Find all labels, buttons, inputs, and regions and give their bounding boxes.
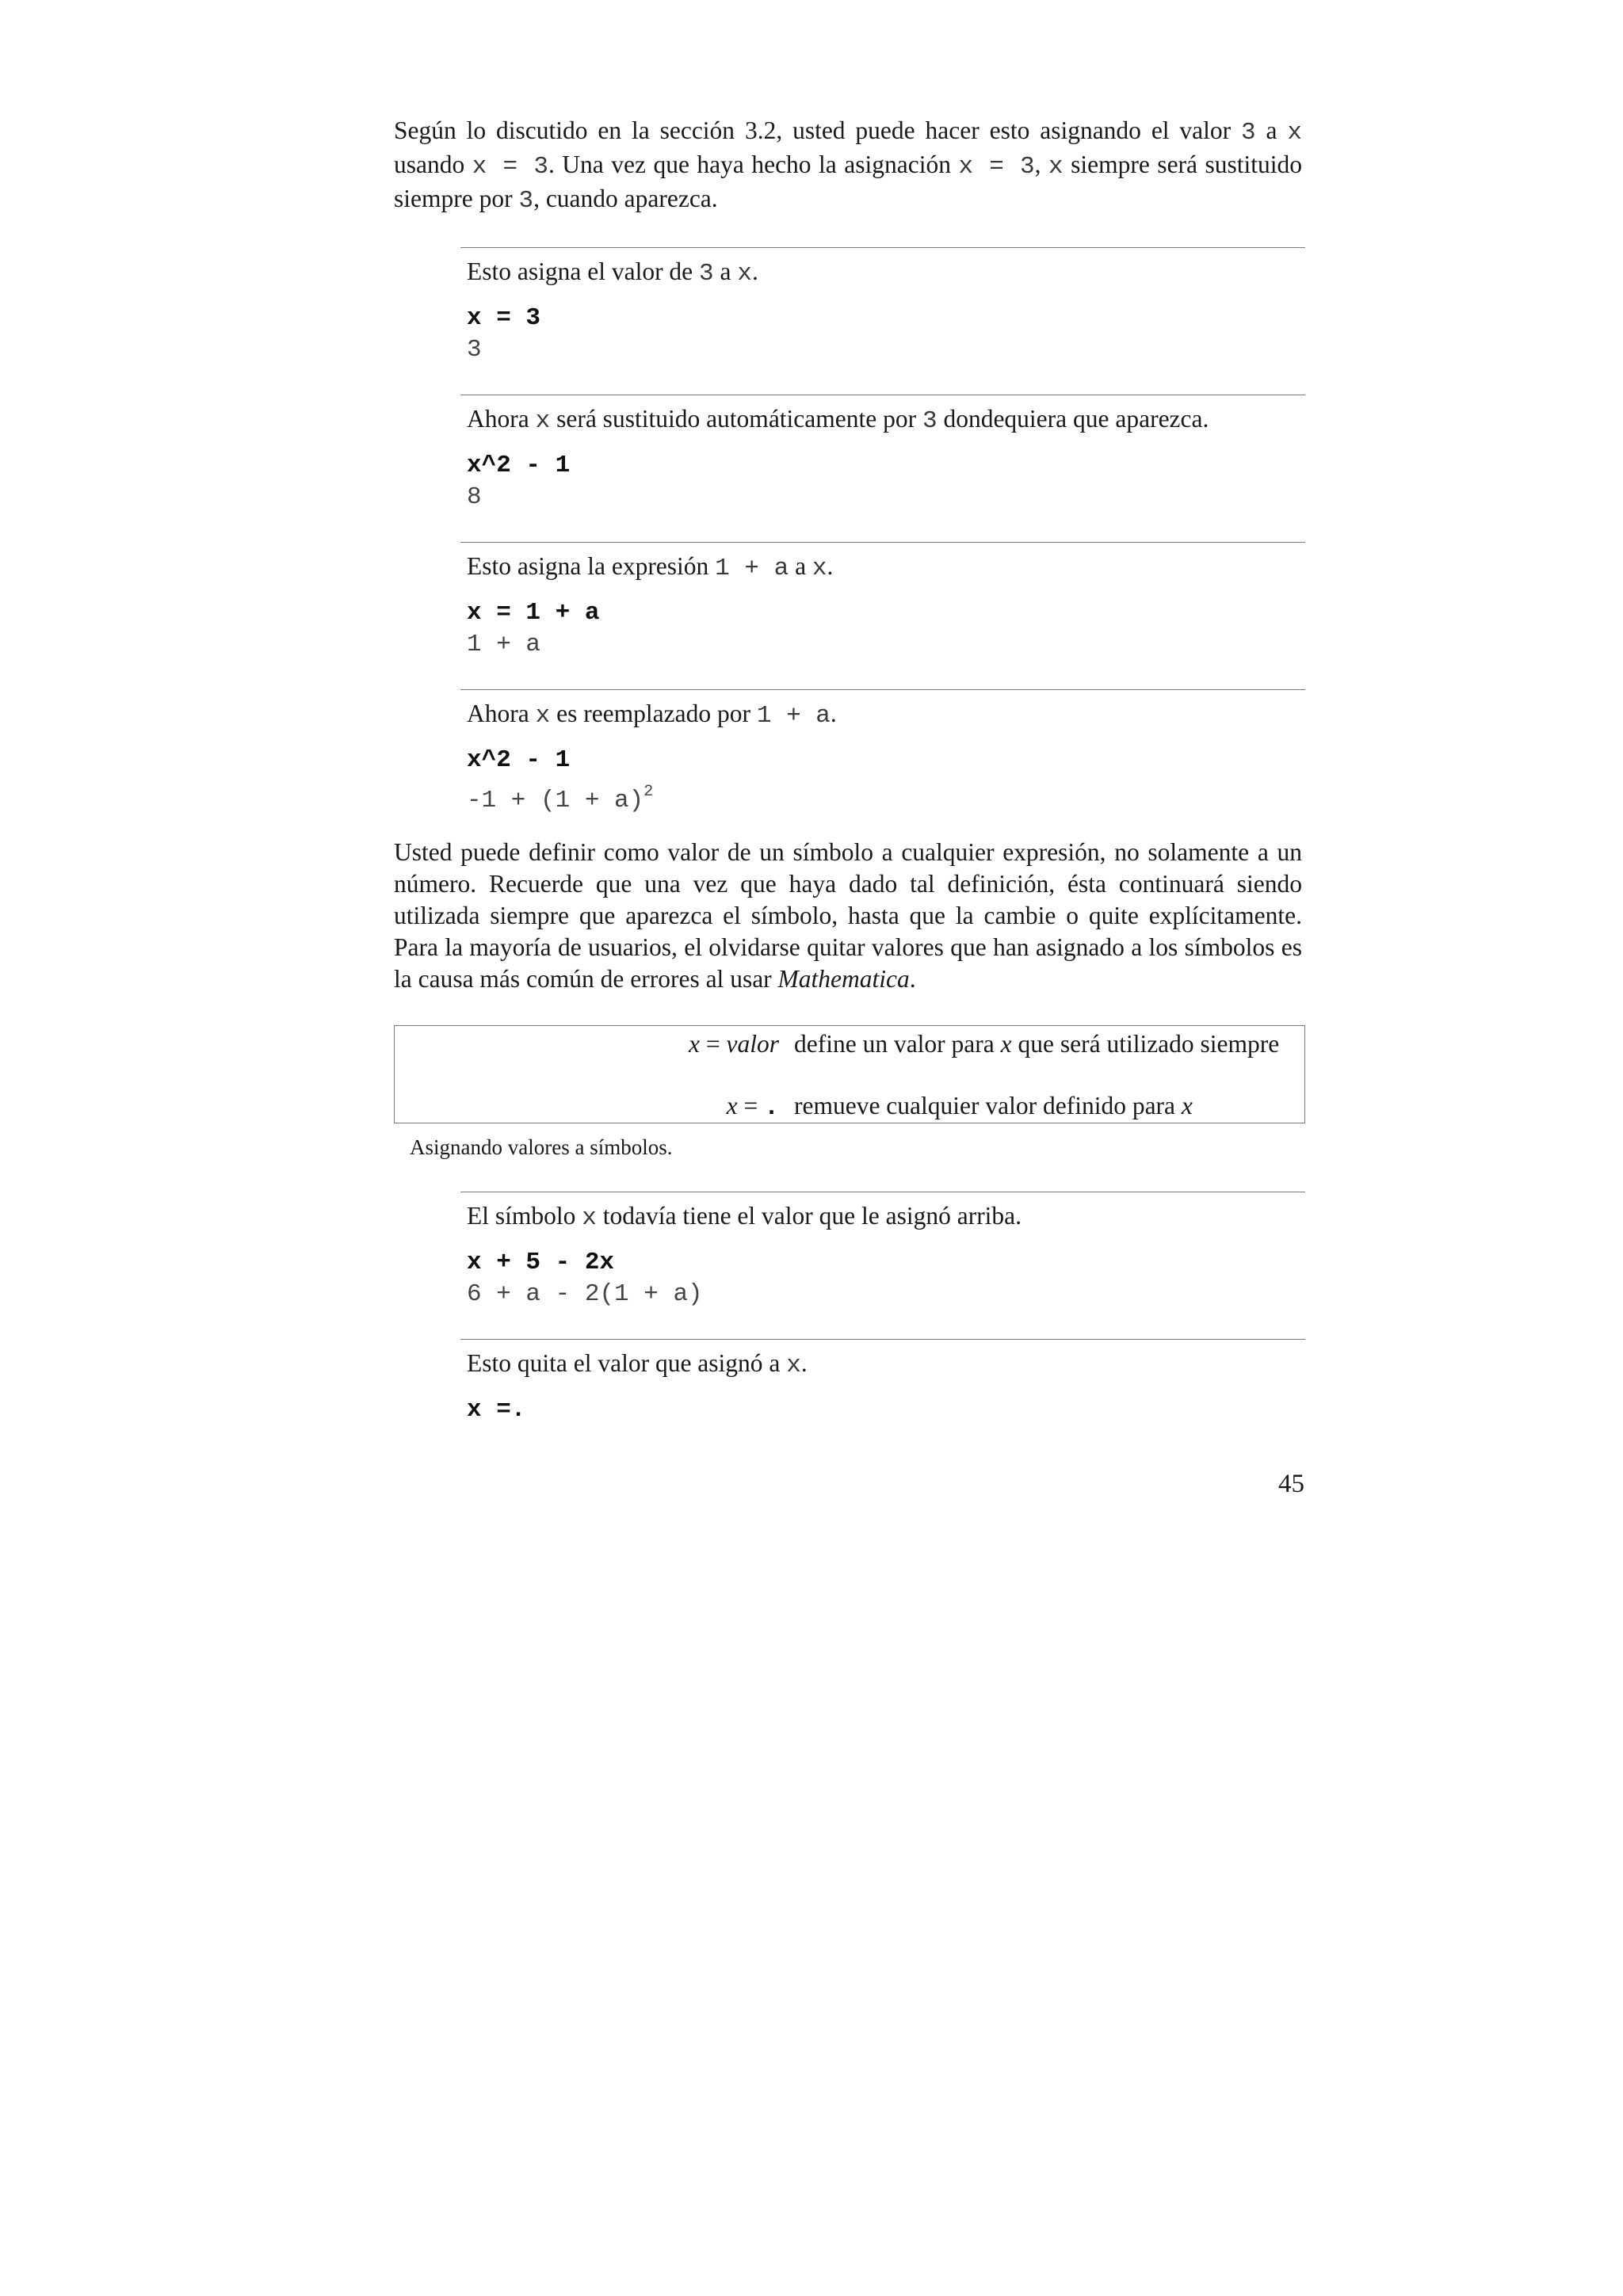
- inline-code: .: [764, 1094, 779, 1122]
- text-run: .: [752, 257, 758, 285]
- inline-code: 1 + a: [756, 702, 831, 730]
- inline-code: x: [812, 555, 827, 582]
- text-run: dondequiera que aparezca.: [937, 405, 1209, 433]
- text-run: .: [909, 965, 916, 993]
- cell-caption: [467, 1348, 1305, 1382]
- notebook-cell: [460, 1192, 1305, 1310]
- italic-term: Mathematica: [777, 965, 910, 993]
- input-cell[interactable]: x + 5 - 2x: [467, 1249, 615, 1276]
- text-run: .: [830, 700, 837, 727]
- inline-code: x: [1048, 153, 1064, 181]
- math-var: x: [689, 1030, 700, 1058]
- inline-code: 1 + a: [715, 555, 789, 582]
- inline-code: x = 3: [472, 153, 548, 181]
- output-base: -1 + (1 + a): [467, 787, 644, 814]
- text-run: Ahora: [467, 700, 536, 727]
- text-run: Esto asigna el valor de: [467, 257, 700, 285]
- text-run: =: [699, 1030, 727, 1058]
- cell-caption: [467, 698, 1305, 732]
- text-run: =: [737, 1092, 765, 1119]
- text-run: .: [827, 552, 834, 580]
- text-run: Ahora: [467, 405, 536, 433]
- table-row-2-rhs: [794, 1091, 1285, 1121]
- text-run: , cuando aparezca.: [533, 185, 718, 212]
- notebook-cell: [460, 542, 1305, 661]
- output-cell: 6 + a - 2(1 + a): [467, 1280, 703, 1308]
- input-cell[interactable]: x =.: [467, 1396, 526, 1424]
- text-run: . Una vez que haya hecho la asignación: [548, 151, 959, 178]
- text-run: todavía tiene el valor que le asignó arriba.: [596, 1202, 1022, 1230]
- table-row-2-lhs: [727, 1091, 779, 1123]
- input-cell[interactable]: x^2 - 1: [467, 746, 571, 774]
- cell-caption: [467, 551, 1305, 585]
- text-run: Esto asigna la expresión: [467, 552, 716, 580]
- body-paragraph: [394, 837, 1302, 995]
- text-run: será sustituido automáticamente por: [550, 405, 922, 433]
- text-run: usando: [394, 151, 472, 178]
- inline-code: 3: [518, 187, 534, 215]
- notebook-cell: [460, 247, 1305, 366]
- page-number: 45: [1278, 1470, 1304, 1498]
- inline-code: 3: [1241, 119, 1256, 147]
- inline-code: 3: [699, 260, 714, 288]
- cell-caption: [467, 403, 1305, 437]
- math-var: valor: [726, 1030, 779, 1058]
- text-run: El símbolo: [467, 1202, 582, 1230]
- text-run: a: [789, 552, 812, 580]
- output-cell: 3: [467, 336, 482, 364]
- table-caption: Asignando valores a símbolos.: [410, 1135, 673, 1159]
- text-run: a: [1255, 116, 1288, 144]
- inline-code: x: [535, 407, 551, 435]
- text-run: Usted puede definir como valor de un símbolo a cualquier expresión, no solamente a un número. Recuerde que una vez que haya dado tal definición, ésta continuará siendo utilizada siempre que aparezca el símbolo, hasta que la cambie o quite explícitamente. Para la mayoría de usuarios, el olvidarse quitar valores que han asignado a los símbolos es la causa más común de errores al usar: [394, 838, 1302, 993]
- math-var: x: [1181, 1092, 1193, 1119]
- inline-code: x: [582, 1204, 597, 1232]
- input-cell[interactable]: x = 1 + a: [467, 599, 600, 627]
- text-run: .: [800, 1349, 808, 1377]
- input-cell[interactable]: x^2 - 1: [467, 452, 571, 479]
- math-var: x: [726, 1092, 738, 1119]
- inline-code: x = 3: [958, 153, 1035, 181]
- output-cell: 1 + a: [467, 631, 541, 658]
- inline-code: x: [1287, 119, 1302, 147]
- math-var: x: [1000, 1030, 1012, 1058]
- definition-table: [394, 1025, 1305, 1123]
- notebook-cell: [460, 395, 1305, 513]
- text-run: a: [713, 257, 738, 285]
- text-run: es reemplazado por: [550, 700, 757, 727]
- output-cell: 8: [467, 483, 482, 511]
- text-run: siempre será sustituido siempre por: [394, 151, 1303, 212]
- inline-code: x: [737, 260, 752, 288]
- text-run: Según lo discutido en la sección 3.2, usted puede hacer esto asignando el valor: [394, 116, 1242, 144]
- intro-paragraph: [394, 115, 1302, 217]
- inline-code: x: [786, 1352, 801, 1379]
- output-cell: [467, 776, 1305, 817]
- text-run: remueve cualquier valor definido para: [794, 1092, 1182, 1119]
- text-run: ,: [1034, 151, 1049, 178]
- notebook-cell: [460, 689, 1305, 817]
- inline-code: x: [535, 702, 551, 730]
- input-cell[interactable]: x = 3: [467, 304, 541, 332]
- notebook-cell: [460, 1339, 1305, 1426]
- inline-code: 3: [922, 407, 938, 435]
- table-row-1-lhs: [689, 1029, 779, 1059]
- text-run: que será utilizado siempre: [1011, 1030, 1280, 1058]
- output-exponent: 2: [643, 783, 654, 801]
- table-row-1-rhs: [794, 1029, 1285, 1059]
- text-run: Esto quita el valor que asignó a: [467, 1349, 787, 1377]
- text-run: define un valor para: [794, 1030, 1001, 1058]
- cell-caption: [467, 1200, 1305, 1234]
- cell-caption: [467, 256, 1305, 290]
